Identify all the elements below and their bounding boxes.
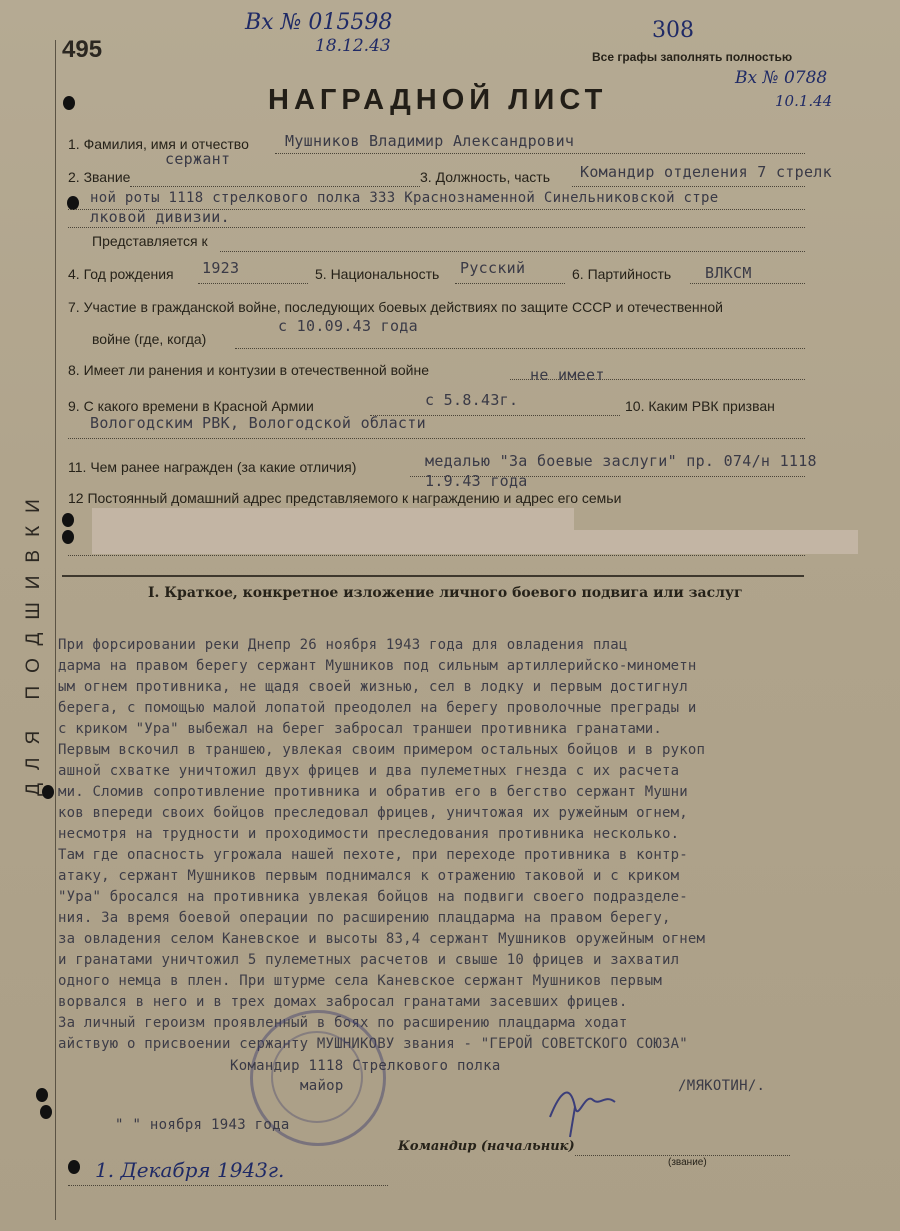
- page-title: НАГРАДНОЙ ЛИСТ: [268, 84, 608, 116]
- field-3-label: 3. Должность, часть: [420, 169, 551, 185]
- field-8-label: 8. Имеет ли ранения и контузии в отечественной войне: [68, 362, 429, 378]
- narrative-line: Первым вскочил в траншею, увлекая своим примером остальных бойцов и в рукоп: [58, 742, 706, 758]
- punch-hole: [36, 1088, 48, 1102]
- field-4-value: 1923: [202, 259, 240, 277]
- field-7-label: 7. Участие в гражданской войне, последующих боевых действиях по защите СССР и отечественной: [68, 299, 723, 315]
- narrative-line: ым огнем противника, не щадя своей жизнью, сел в лодку и первым достигнул: [58, 679, 688, 695]
- field-5-value: Русский: [460, 259, 526, 277]
- field-11-value: медалью "За боевые заслуги" пр. 074/н 1118: [425, 452, 817, 470]
- sidebar-text: ДЛЯ ПОДШИВКИ: [23, 486, 44, 796]
- punch-hole: [63, 96, 75, 110]
- reference-date: 10.1.44: [775, 92, 833, 110]
- page-number: 495: [62, 36, 103, 63]
- field-7-label-cont: войне (где, когда): [92, 331, 207, 347]
- punch-hole: [68, 1160, 80, 1174]
- represent-label: Представляется к: [92, 233, 208, 249]
- narrative-line: "Ура" бросался на противника увлекая бойцов на подвиги своего подразделе-: [58, 889, 688, 905]
- narrative-line: берега, с помощью малой лопатой преодолел на берегу проволочные преграды и: [58, 700, 697, 716]
- zvanie-label: (звание): [668, 1157, 707, 1168]
- punch-hole: [62, 513, 74, 527]
- field-11-value-cont: 1.9.43 года: [425, 472, 528, 490]
- field-9-label: 9. С какого времени в Красной Армии: [68, 398, 314, 414]
- field-1-value: Мушников Владимир Александрович: [285, 132, 575, 150]
- pencil-number: 308: [652, 18, 694, 43]
- narrative-line: за овладения селом Каневское и высоты 83,4 сержант Мушников оружейным огнем: [58, 931, 706, 947]
- narrative-line: несмотря на трудности и проходимости преследования противника несколько.: [58, 826, 680, 842]
- narrative-line: айствую о присвоении сержанту МУШНИКОВУ звания - "ГЕРОЙ СОВЕТСКОГО СОЮЗА": [58, 1036, 688, 1052]
- field-2-value: сержант: [165, 150, 231, 168]
- registration-date: 18.12.43: [315, 36, 391, 56]
- sidebar-label: [14, 465, 54, 825]
- narrative-line: ворвался в него и в трех домах забросал гранатами засевших фрицев.: [58, 994, 628, 1010]
- narrative-line: ми. Сломив сопротивление противника и обратив его в бегство сержант Мушни: [58, 784, 688, 800]
- registration-number: Вх № 015598: [245, 10, 393, 35]
- field-2-label: 2. Звание: [68, 169, 131, 185]
- punch-hole: [40, 1105, 52, 1119]
- narrative-line: ков впереди своих бойцов преследовал фрицев, уничтожая их ружейным огнем,: [58, 805, 688, 821]
- commander-title: Командир 1118 Стрелкового полка: [230, 1058, 501, 1074]
- field-6-value: ВЛКСМ: [705, 264, 752, 282]
- commander-label: Командир (начальник): [398, 1139, 575, 1154]
- field-9-value: с 5.8.43г.: [425, 391, 519, 409]
- field-4-label: 4. Год рождения: [68, 266, 174, 282]
- typed-date: " " ноября 1943 года: [115, 1117, 290, 1133]
- narrative-line: Там где опасность угрожала нашей пехоте, при переходе противника в контр-: [58, 847, 688, 863]
- narrative-line: с криком "Ура" выбежал на берег забросал траншеи противника гранатами.: [58, 721, 663, 737]
- field-7-value: с 10.09.43 года: [278, 317, 418, 335]
- commander-signature-name: /МЯКОТИН/.: [678, 1078, 766, 1094]
- field-3-continuation: лковой дивизии.: [90, 208, 230, 226]
- narrative-line: При форсировании реки Днепр 26 ноября 1943 года для овладения плац: [58, 637, 628, 653]
- narrative-line: ашной схватке уничтожил двух фрицев и два пулеметных гнезда с их расчета: [58, 763, 680, 779]
- field-1-label: 1. Фамилия, имя и отчество: [68, 136, 249, 152]
- narrative-line: и гранатами уничтожил 5 пулеметных расчетов и свыше 10 фрицев и захватил: [58, 952, 680, 968]
- field-10-value: Вологодским РВК, Вологодской области: [90, 414, 426, 432]
- punch-hole: [67, 196, 79, 210]
- reference-number: Вх № 0788: [735, 68, 828, 88]
- narrative-line: ния. За время боевой операции по расширению плацдарма на правом берегу,: [58, 910, 671, 926]
- field-5-label: 5. Национальность: [315, 266, 440, 282]
- field-6-label: 6. Партийность: [572, 266, 672, 282]
- redaction-block: [92, 530, 858, 554]
- field-3-continuation: ной роты 1118 стрелкового полка 333 Краснознаменной Синельниковской стре: [90, 190, 719, 206]
- narrative-line: дарма на правом берегу сержант Мушников под сильным артиллерийско-минометн: [58, 658, 697, 674]
- field-8-value: не имеет: [530, 366, 605, 384]
- section-divider: [62, 575, 804, 577]
- narrative-line: атаку, сержант Мушников первым поднимался к отражению таковой и с криком: [58, 868, 680, 884]
- field-10-label: 10. Каким РВК призван: [625, 398, 775, 414]
- field-3-value: Командир отделения 7 стрелк: [580, 163, 832, 181]
- punch-hole: [62, 530, 74, 544]
- section-heading: I. Краткое, конкретное изложение личного боевого подвига или заслуг: [148, 585, 743, 601]
- field-12-label: 12 Постоянный домашний адрес представляемого к награждению и адрес его семьи: [68, 490, 622, 506]
- field-11-label: 11. Чем ранее награжден (за какие отличия): [68, 459, 357, 475]
- fill-instruction: Все графы заполнять полностью: [592, 50, 793, 64]
- redaction-block: [92, 508, 574, 530]
- narrative-line: одного немца в плен. При штурме села Каневское сержант Мушников первым: [58, 973, 663, 989]
- commander-rank: майор: [300, 1078, 344, 1094]
- handwritten-date: 1. Декабря 1943г.: [95, 1158, 285, 1182]
- binding-margin-line: [55, 40, 56, 1220]
- narrative-line: За личный героизм проявленный в боях по расширению плацдарма ходат: [58, 1015, 628, 1031]
- signature-mark: [545, 1072, 630, 1142]
